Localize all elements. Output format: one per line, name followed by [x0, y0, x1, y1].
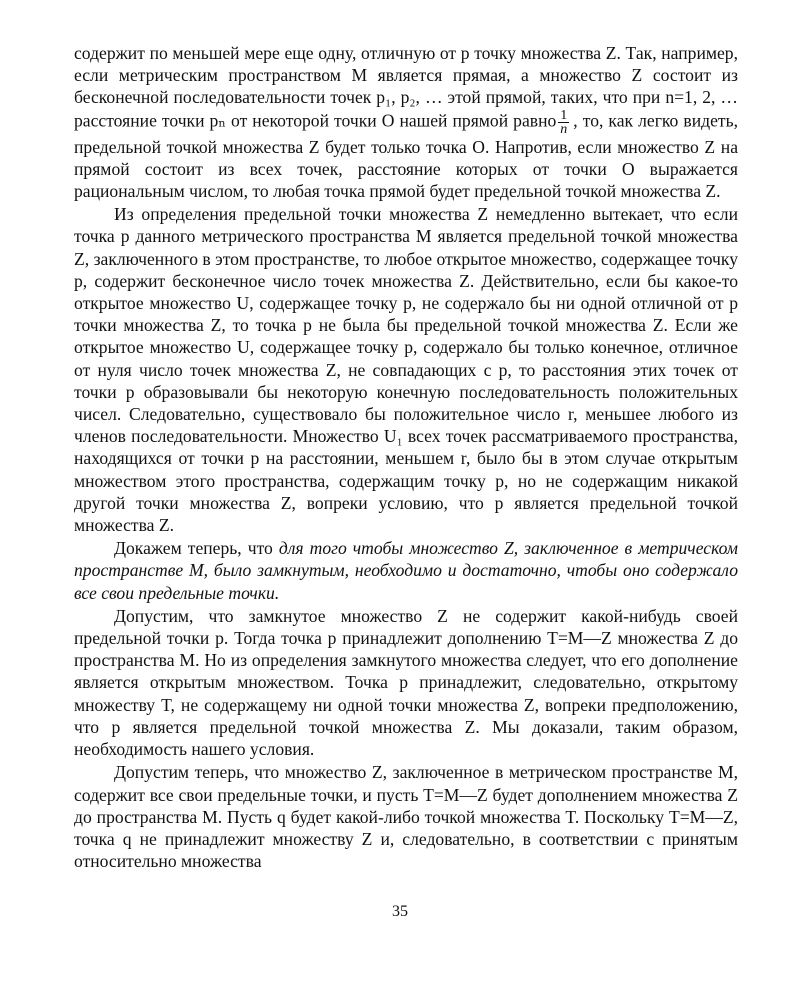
paragraph-3: [74, 537, 738, 604]
fraction-one-over-n: [558, 109, 569, 136]
paragraph-5: Допустим теперь, что множество Z, заключенное в метрическом пространстве M, содержит все свои предельные точки, и пусть T=M—Z будет дополнением множества Z до пространства M. Пусть q будет какой-либо точкой множества T. Поскольку T=M—Z, точка q не принадлежит множеству Z и, следовательно, в соответствии с принятым относительно множества: [74, 762, 738, 872]
paragraph-1: [74, 42, 738, 202]
page-number: 35: [392, 903, 408, 920]
fraction-denominator: n: [560, 121, 568, 137]
page-body: [74, 42, 738, 872]
paragraph-2: Из определения предельной точки множества Z немедленно вытекает, что если точка p данного метрического пространства M является предельной точкой множества Z, заключенного в этом пространстве, то любое открытое множество, содержащее точку p, содержит бесконечное число точек множества Z. Действительно, если бы какое-то открытое множество U, содержащее точку p, не содержало бы ни одной отличной от p точки множества Z, то точка p не была бы предельной точкой множества Z. Если же открытое множество U, содержащее точку p, содержало бы только конечное, отличное от нуля число точек множества Z, не совпадающих с p, то расстояния этих точек от точки p образовывали бы некоторую конечную последовательность положительных чисел. Следовательно, существовало бы положительное число r, меньшее любого из членов последовательности. Множество U₁ всех точек рассматриваемого пространства, находящихся от точки p на расстоянии, меньшем r, было бы в этом случае открытым множеством этого пространства, содержащим точку p, но не содержащим никакой другой точки множества Z, вопреки условию, что p является предельной точкой множества Z.: [74, 204, 738, 536]
theorem-statement: для того чтобы множество Z, заключенное в метрическом пространстве M, было замкнутым, необходимо и достаточно, чтобы оно содержало все свои предельные точки.: [74, 538, 738, 603]
paragraph-1-text: содержит по меньшей мере еще одну, отличную от p точку множества Z. Так, например, если метрическим пространством M является прямая, а множество Z состоит из бесконечной последовательности точек p₁, p₂, … этой прямой, таких, что при n=1, 2, … расстояние точки pₙ от некоторой точки O нашей прямой равно: [74, 43, 738, 131]
paragraph-4: Допустим, что замкнутое множество Z не содержит какой-нибудь своей предельной точки p. Тогда точка p принадлежит дополнению T=M—Z множества Z до пространства M. Но из определения замкнутого множества следует, что его дополнение является открытым множеством. Точка p принадлежит, следовательно, открытому множеству T, не содержащему ни одной точки множества Z, вопреки предположению, что p является предельной точкой множества Z. Мы доказали, таким образом, необходимость нашего условия.: [74, 605, 738, 760]
paragraph-3-prefix: Докажем теперь, что: [114, 538, 279, 559]
paragraph-1-text-continued: , то, как легко видеть, предельной точкой множества Z будет только точка O. Напротив, если множество Z на прямой состоит из всех точек, расстояние которых от точки O выражается рациональным числом, то любая точка прямой будет предельной точкой множества Z.: [74, 110, 738, 202]
fraction-numerator: 1: [560, 107, 568, 123]
